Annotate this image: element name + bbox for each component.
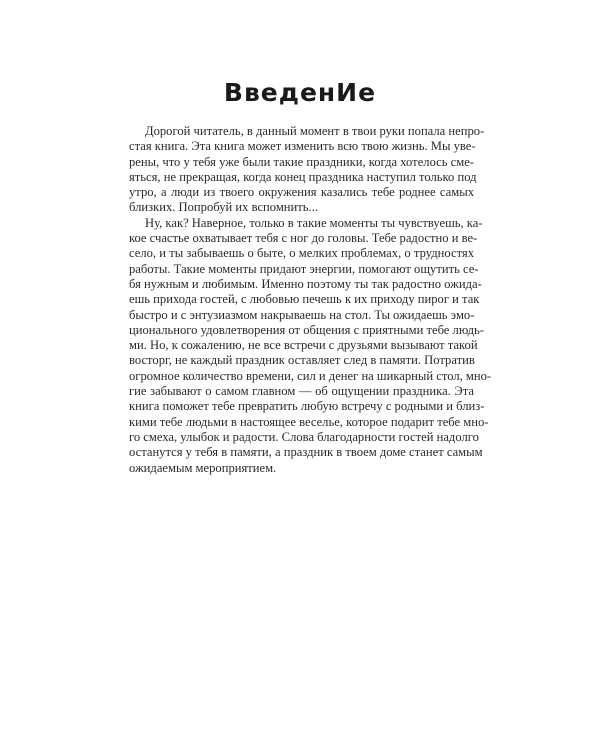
text-line: кое счастье охватывает тебя с ног до головы. Тебе радостно и ве-: [129, 231, 478, 246]
text-line: ционального удовлетворения от общения с приятными тебе людь-: [129, 322, 484, 337]
text-line: быстро и с энтузиазмом накрываешь на стол. Ты ожидаешь эмо-: [129, 307, 475, 322]
text-line: кими тебе людьми в настоящее веселье, которое подарит тебе мно-: [129, 414, 489, 429]
text-line: ожидаемым мероприятием.: [129, 460, 277, 475]
text-line: гие забывают о самом главном — об ощущении праздника. Эта: [129, 384, 474, 399]
body-text: [129, 124, 492, 476]
text-line: яться, не прекращая, когда конец праздника наступил только под: [129, 169, 477, 184]
text-line: стая книга. Эта книга может изменить всю твою жизнь. Мы уве-: [129, 139, 476, 154]
text-line: ми. Но, к сожалению, не все встречи с друзьями вызывают такой: [129, 338, 478, 353]
text-line: бя нужным и любимым. Именно поэтому ты так радостно ожида-: [129, 276, 482, 291]
text-line: село, и ты забываешь о быте, о мелких проблемах, о трудностях: [129, 246, 474, 261]
text-line: Дорогой читатель, в данный момент в твои руки попала непро-: [145, 124, 485, 138]
text-line: книга поможет тебе превратить любую встречу с родными и близ-: [129, 399, 485, 414]
paragraph: [129, 215, 492, 476]
text-line: Ну, как? Наверное, только в такие моменты ты чувствуешь, ка-: [145, 215, 483, 230]
text-line: ешь прихода гостей, с любовью печешь к их приходу пирог и так: [129, 292, 480, 307]
text-line: останутся у тебя в памяти, а праздник в твоем доме станет самым: [129, 445, 483, 460]
page-title: ВведенИе: [223, 78, 377, 107]
paragraph: [129, 124, 485, 216]
text-line: работы. Такие моменты придают энергии, помогают ощутить се-: [129, 261, 479, 276]
text-line: рены, что у тебя уже были такие праздники, когда хотелось сме-: [129, 154, 474, 169]
text-line: утро, а люди из твоего окружения казались тебе роднее самых: [129, 185, 474, 200]
text-line: го смеха, улыбок и радости. Слова благодарности гостей надолго: [129, 429, 479, 444]
text-line: огромное количество времени, сил и денег на шикарный стол, мно-: [129, 368, 492, 383]
text-line: восторг, не каждый праздник оставляет след в памяти. Потратив: [129, 353, 475, 368]
text-line: близких. Попробуй их вспомнить...: [129, 200, 318, 215]
